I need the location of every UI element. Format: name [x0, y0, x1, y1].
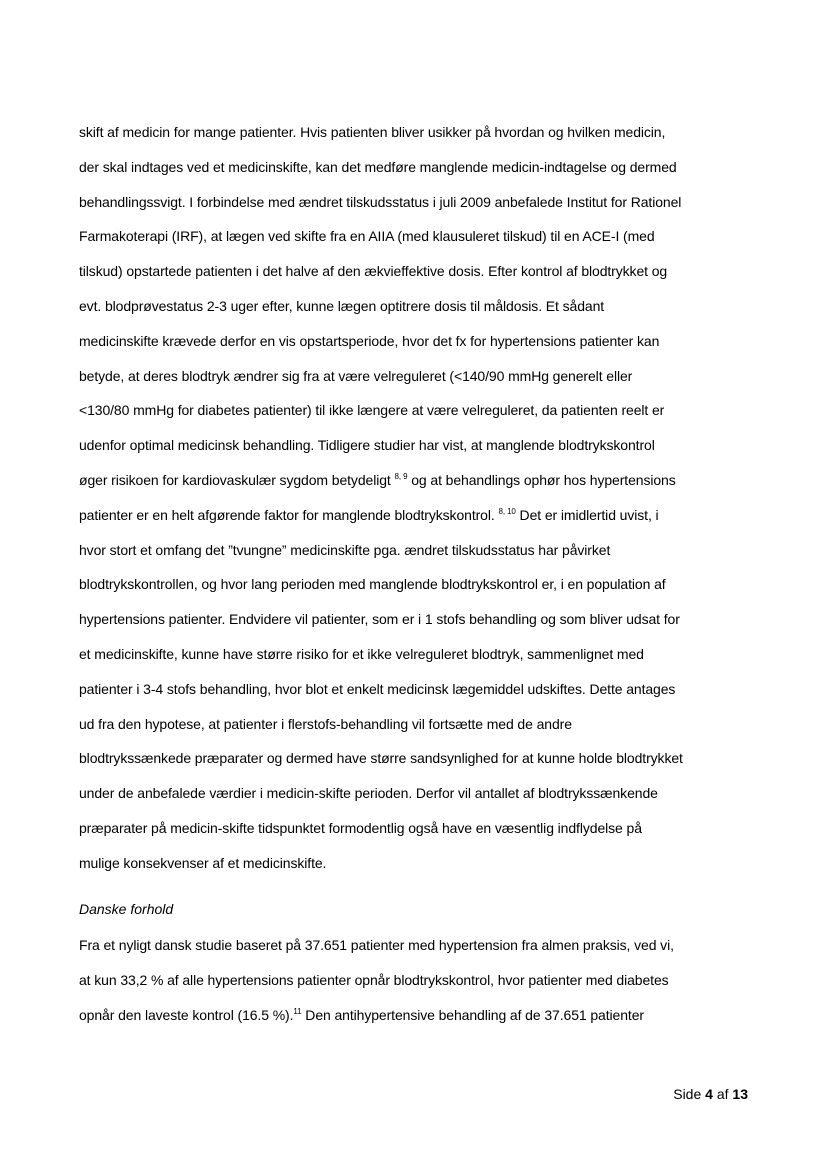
total-page-count: 13: [732, 1086, 748, 1102]
text-line: at kun 33,2 % af alle hypertensions patienter opnår blodtrykskontrol, hvor patienter med diabetes: [79, 971, 669, 988]
text-line: tilskud) opstartede patienten i det halve af den ækvieffektive dosis. Efter kontrol af blodtrykket og: [79, 263, 668, 280]
text-line: Farmakoterapi (IRF), at lægen ved skifte fra en AIIA (med klausuleret tilskud) til en ACE-I (med: [79, 228, 655, 245]
text-segment: og at behandlings ophør hos hypertensions: [407, 471, 676, 488]
text-line: ud fra den hypotese, at patienter i flerstofs-behandling vil fortsætte med de andre: [79, 715, 572, 732]
text-segment: øger risikoen for kardiovaskulær sygdom betydeligt: [79, 471, 395, 488]
text-line: præparater på medicin-skifte tidspunktet formodentlig også have en væsentlig indflydelse på: [79, 819, 642, 836]
text-line: blodtrykssænkede præparater og dermed have større sandsynlighed for at kunne holde blodtrykket: [79, 750, 683, 767]
text-line: [79, 463, 759, 498]
text-line: under de anbefalede værdier i medicin-skifte perioden. Derfor vil antallet af blodtrykssænkende: [79, 785, 658, 802]
text-line: skift af medicin for mange patienter. Hvis patienten bliver usikker på hvordan og hvilken medicin,: [79, 124, 666, 140]
page-number-footer: [673, 1084, 748, 1104]
citation-superscript: 8, 10: [498, 506, 516, 516]
text-line: blodtrykskontrollen, og hvor lang perioden med manglende blodtrykskontrol er, i en population af: [79, 576, 666, 593]
citation-superscript: 8, 9: [394, 471, 408, 481]
current-page-number: 4: [705, 1086, 713, 1102]
text-line: mulige konsekvenser af et medicinskifte.: [79, 854, 327, 871]
section-heading: Danske forhold: [79, 901, 174, 917]
citation-superscript: 11: [293, 1006, 302, 1016]
text-line: hypertensions patienter. Endvidere vil patienter, som er i 1 stofs behandling og som bliver udsat for: [79, 611, 680, 628]
page-label: Side: [673, 1086, 706, 1102]
text-line: <130/80 mmHg for diabetes patienter) til ikke længere at være velreguleret, da patienten reelt er: [79, 402, 665, 419]
text-line: der skal indtages ved et medicinskifte, kan det medføre manglende medicin-indtagelse og dermed: [79, 158, 677, 175]
text-line: [79, 498, 759, 533]
paragraph-danish-conditions: [79, 928, 759, 1032]
text-line: evt. blodprøvestatus 2-3 uger efter, kunne lægen optitrere dosis til måldosis. Et sådant: [79, 297, 605, 314]
paragraph-medicine-switch: [79, 115, 759, 881]
text-line: Fra et nyligt dansk studie baseret på 37.651 patienter med hypertension fra almen praksis, ved vi,: [79, 937, 674, 953]
text-line: [79, 998, 759, 1033]
text-line: medicinskifte krævede derfor en vis opstartsperiode, hvor det fx for hypertensions patienter kan: [79, 332, 660, 349]
text-line: behandlingssvigt. I forbindelse med ændret tilskudsstatus i juli 2009 anbefalede Institut for Rationel: [79, 193, 682, 210]
text-line: udenfor optimal medicinsk behandling. Tidligere studier har vist, at manglende blodtrykskontrol: [79, 437, 655, 454]
text-segment: Det er imidlertid uvist, i: [515, 506, 659, 523]
text-segment: Den antihypertensive behandling af de 37.651 patienter: [301, 1006, 644, 1023]
text-segment: opnår den laveste kontrol (16.5 %).: [79, 1006, 294, 1023]
text-line: hvor stort et omfang det ”tvungne” medicinskifte pga. ændret tilskudsstatus har påvirket: [79, 541, 611, 558]
text-line: et medicinskifte, kunne have større risiko for et ikke velreguleret blodtryk, sammenlignet med: [79, 645, 644, 662]
text-segment: patienter er en helt afgørende faktor for manglende blodtrykskontrol.: [79, 506, 499, 523]
page-of-label: af: [712, 1086, 733, 1102]
text-line: betyde, at deres blodtryk ændrer sig fra at være velreguleret (<140/90 mmHg generelt eller: [79, 367, 633, 384]
text-line: patienter i 3-4 stofs behandling, hvor blot et enkelt medicinsk lægemiddel udskiftes. Dette antages: [79, 680, 676, 697]
